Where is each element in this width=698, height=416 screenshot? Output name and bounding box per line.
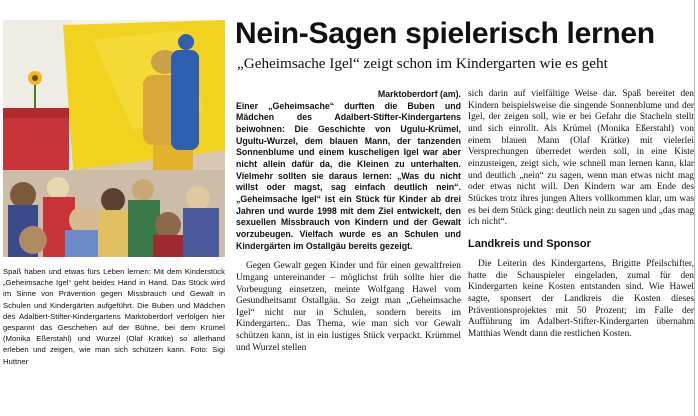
article-lead: Einer „Geheimsache“ durften die Buben und Mädchen des Adalbert-Stifter-Kindergartens beiwohnen: Die Geschichte von Ugulu-Krümel, Ugultu-Wurzel, dem blauen Mann, der tanzenden Sonnenblume und einem kuscheligen Igel war aber nicht allein dafür da, die Kleinen zu unterhalten. Vielmehr sollten sie daraus lernen: „Was du nicht willst oder magst, sag einfach deutlich nein“. „Geheimsache Igel“ ist ein Stück für Kinder ab drei Jahren und wurde 1998 mit dem Ziel entwickelt, den sexuellen Missbrauch von Kindern und der Gewalt vorzubeugen. Vielfach wurde es an Schulen und Kindergärten im Ostallgäu bereits gezeigt. xyxy=(236,100,461,251)
article-headline: Nein-Sagen spielerisch lernen xyxy=(235,17,655,50)
article-body-paragraph: Gegen Gewalt gegen Kinder und für einen gewaltfreien Umgang untereinander – möglichst früh sollte hier die Vorbeugung einsetzen, meinte Wolfgang Hawel vom Gesundheitsamt Ostallgäu. So zeigt man „Geheimsache Igel“ nicht nur in Schulen, sondern bereits im Kindergarten.. Das Thema, wie man sich vor Gewalt schützen kann, ist in ein lustiges Stück verpackt. Krümmel und Wurzel stellen xyxy=(236,261,461,353)
photo-caption: Spaß haben und etwas fürs Leben lernen: Mit dem Kinderstück „Geheimsache Igel“ geht beides Hand in Hand. Das Stück wird im Sinne von Prävention gegen Missbrauch und Gewalt in Schulen und Kindergärten aufgeführt. Die Buben und Mädchen des Adalbert-Stifter-Kindergartens Marktoberdorf verfolgen hier gespannt das Geschehen auf der Bühne, bei dem Krümel (Monika Eßerstahl) und Wurzel (Olaf Krätke) so allerhand erleben und zeigen, wie man sich schützen kann. Foto: Sigi Huttner xyxy=(3,267,225,366)
article-column-2 xyxy=(468,89,694,340)
stage-scene-image xyxy=(3,20,225,257)
article-body-paragraph: Die Leiterin des Kindergartens, Brigitte Pfeilschifter, hatte die Schauspieler eingeladen, zumal für den Kindergarten keine Kosten entstanden sind. Wie Hawel sagte, sponsert der Landkreis die Kosten dieses Präventionsprojektes mit 50 Prozent; im Falle der Aufführung im Adalbert-Stifter-Kindergarten übernahm Matthias Wendt dann die restlichen Kosten. xyxy=(468,258,694,339)
article-subheadline: „Geheimsache Igel“ zeigt schon im Kindergarten wie es geht xyxy=(237,55,608,72)
article-body-paragraph: sich darin auf vielfältige Weise dar. Spaß bereitet den Kindern beispielsweise die singende Sonnenblume und der Igel, der zeigen soll, wie er bei Gefahr die Stacheln stellt und sich einrollt. Als Krümel (Monika Eßerstahl) von einem blauen Mann (Olaf Krätke) mit vielerlei Versprechungen überredet werden soll, in eine Kiste einzusteigen, zeigt sich, wie schnell man lernen kann, klar und deutlich „nein“ zu sagen, wenn man etwas nicht mag oder etwas nicht will. Den Kindern war am Ende des Stückes trotz ihres jungen Alters vollkommen klar, um was es bei dem Stück ging: deutlich nein zu sagen und „das mag ich nicht“. xyxy=(468,89,694,228)
article-dateline: Marktoberdorf (am). xyxy=(377,89,461,99)
article-photo xyxy=(3,20,225,257)
article-subhead: Landkreis und Sponsor xyxy=(468,237,591,250)
article-column-1 xyxy=(236,89,461,354)
page-edge-rule xyxy=(694,0,695,416)
